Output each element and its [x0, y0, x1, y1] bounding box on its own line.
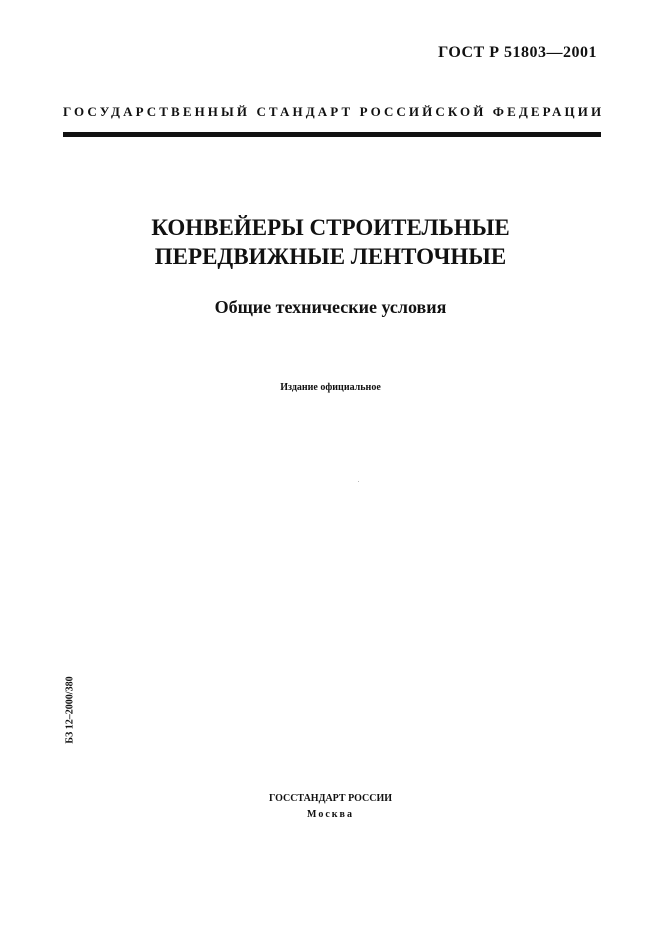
document-title — [0, 213, 661, 271]
edition-note: Издание официальное — [280, 382, 381, 393]
publisher-city: Москва — [307, 809, 354, 820]
state-standard-heading: ГОСУДАРСТВЕННЫЙ СТАНДАРТ РОССИЙСКОЙ ФЕДЕРАЦИИ — [63, 104, 605, 119]
scan-speck — [358, 481, 359, 482]
title-line-2: ПЕРЕДВИЖНЫЕ ЛЕНТОЧНЫЕ — [154, 244, 507, 269]
document-subtitle: Общие технические условия — [214, 297, 447, 317]
document-number: ГОСТ Р 51803—2001 — [438, 44, 597, 61]
header-divider — [63, 132, 601, 137]
side-code-text: БЗ 12–2000/380 — [64, 676, 76, 744]
publisher-name: ГОССТАНДАРТ РОССИИ — [268, 793, 393, 804]
title-line-1: КОНВЕЙЕРЫ СТРОИТЕЛЬНЫЕ — [151, 215, 510, 240]
